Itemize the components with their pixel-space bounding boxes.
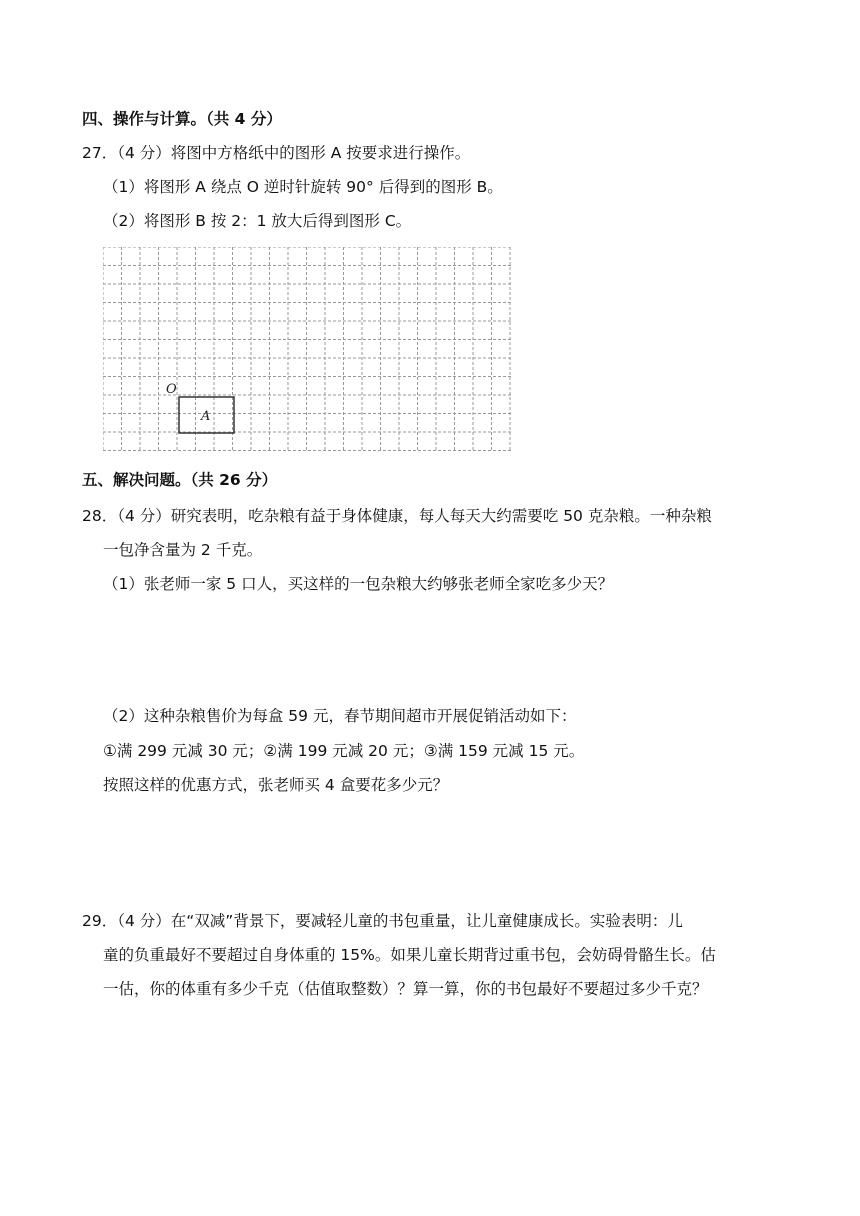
section-5-title: 五、解决问题。（共 26 分） [82, 471, 278, 489]
point-o-label: O [166, 382, 177, 397]
question-28-stem-line-2: 一包净含量为 2 千克。 [103, 541, 263, 559]
question-28-sub-2-line-3: 按照这样的优惠方式，张老师买 4 盒要花多少元？ [103, 776, 449, 794]
grid-lines [103, 247, 511, 452]
question-28-sub-2-line-1: （2）这种杂粮售价为每盒 59 元，春节期间超市开展促销活动如下： [103, 707, 577, 725]
grid-paper-svg [103, 247, 511, 452]
question-29-line-1: 29．（4 分）在“双减”背景下，要减轻儿童的书包重量，让儿童健康成长。实验表明：儿 [82, 912, 683, 930]
section-4-title: 四、操作与计算。（共 4 分） [82, 110, 282, 128]
question-29-line-3: 一估，你的体重有多少千克（估值取整数）？算一算，你的书包最好不要超过多少千克？ [103, 980, 708, 998]
grid-paper [103, 247, 511, 452]
question-28-stem-line-1: 28．（4 分）研究表明，吃杂粮有益于身体健康，每人每天大约需要吃 50 克杂粮。一种杂粮 [82, 507, 712, 525]
question-27-sub-1: （1）将图形 A 绕点 O 逆时针旋转 90° 后得到的图形 B。 [103, 178, 503, 196]
question-27-sub-2: （2）将图形 B 按 2：1 放大后得到图形 C。 [103, 212, 412, 230]
question-27-stem: 27．（4 分）将图中方格纸中的图形 A 按要求进行操作。 [82, 144, 471, 162]
question-29-line-2: 童的负重最好不要超过自身体重的 15%。如果儿童长期背过重书包，会妨碍骨骼生长。估 [103, 946, 716, 964]
question-28-sub-1: （1）张老师一家 5 口人，买这样的一包杂粮大约够张老师全家吃多少天？ [103, 575, 614, 593]
shape-a-label: A [201, 409, 211, 424]
question-28-sub-2-line-2: ①满 299 元减 30 元；②满 199 元减 20 元；③满 159 元减 15 元。 [103, 742, 585, 760]
